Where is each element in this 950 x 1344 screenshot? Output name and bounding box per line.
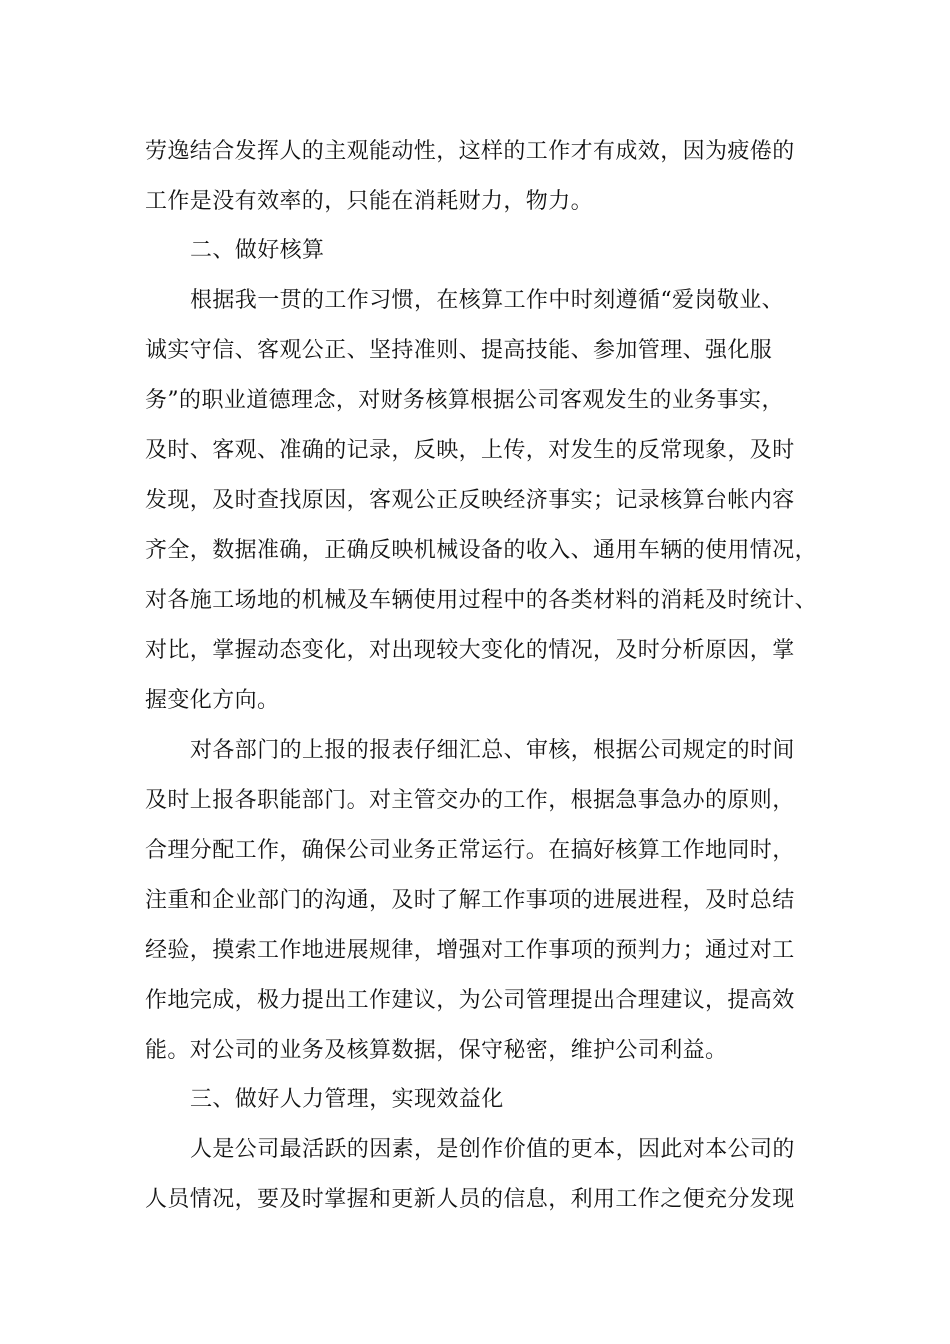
text-line: 合理分配工作，确保公司业务正常运行。在搞好核算工作地同时， — [145, 838, 795, 863]
text-line: 对比，掌握动态变化，对出现较大变化的情况，及时分析原因，掌 — [145, 638, 795, 663]
text-line: 注重和企业部门的沟通，及时了解工作事项的进展进程，及时总结 — [145, 888, 795, 913]
text-line: 劳逸结合发挥人的主观能动性，这样的工作才有成效，因为疲倦的 — [145, 139, 795, 164]
text-line: 握变化方向。 — [145, 688, 280, 713]
text-line: 务”的职业道德理念，对财务核算根据公司客观发生的业务事实， — [145, 388, 784, 413]
section-heading: 三、做好人力管理，实现效益化 — [190, 1087, 504, 1112]
text-line: 人员情况，要及时掌握和更新人员的信息，利用工作之便充分发现 — [145, 1187, 795, 1212]
paragraph-first-line: 根据我一贯的工作习惯，在核算工作中时刻遵循“爱岗敬业、 — [190, 288, 785, 313]
text-line: 对各施工场地的机械及车辆使用过程中的各类材料的消耗及时统计、 — [145, 588, 818, 613]
text-line: 工作是没有效率的，只能在消耗财力，物力。 — [145, 189, 594, 214]
text-line: 及时上报各职能部门。对主管交办的工作，根据急事急办的原则， — [145, 788, 795, 813]
text-line: 及时、客观、准确的记录，反映，上传，对发生的反常现象，及时 — [145, 438, 795, 463]
section-heading: 二、做好核算 — [190, 238, 325, 263]
text-line: 作地完成，极力提出工作建议，为公司管理提出合理建议，提高效 — [145, 988, 795, 1013]
paragraph-first-line: 人是公司最活跃的因素，是创作价值的更本，因此对本公司的 — [190, 1137, 795, 1162]
text-line: 发现，及时查找原因，客观公正反映经济事实；记录核算台帐内容 — [145, 488, 795, 513]
text-line: 齐全，数据准确，正确反映机械设备的收入、通用车辆的使用情况， — [145, 538, 818, 563]
paragraph-first-line: 对各部门的上报的报表仔细汇总、审核，根据公司规定的时间 — [190, 738, 795, 763]
text-line: 诚实守信、客观公正、坚持准则、提高技能、参加管理、强化服 — [145, 338, 773, 363]
text-line: 能。对公司的业务及核算数据，保守秘密，维护公司利益。 — [145, 1038, 728, 1063]
text-line: 经验，摸索工作地进展规律，增强对工作事项的预判力；通过对工 — [145, 938, 795, 963]
